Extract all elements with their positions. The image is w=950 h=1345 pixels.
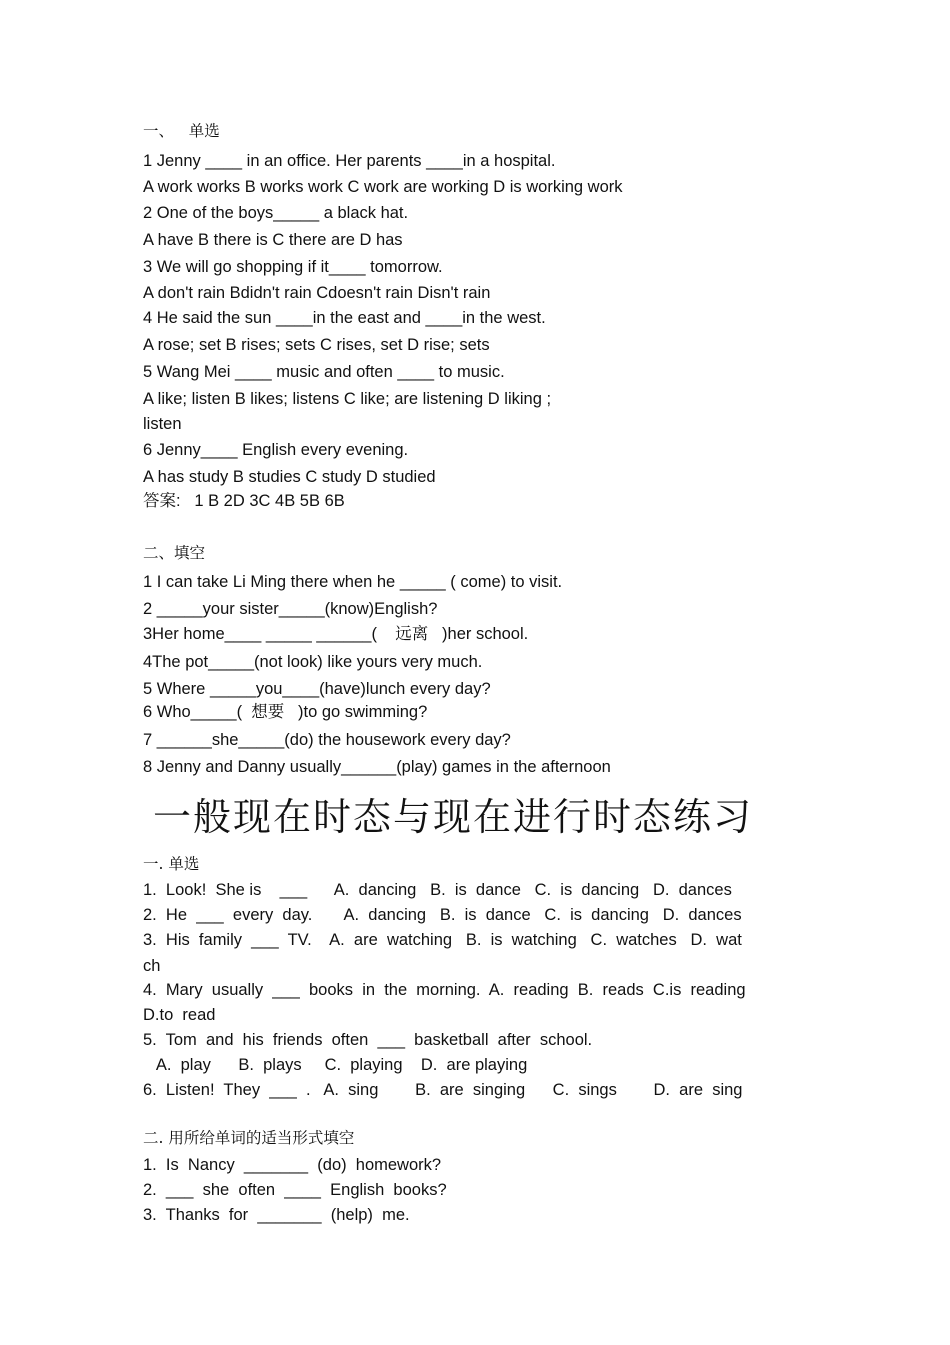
question-line: 2 _____your sister_____(know)English? [143, 600, 438, 618]
section-heading-fill-blank: 二、填空 [143, 544, 206, 562]
question-line: 1. Look! She is ___ A. dancing B. is dance C. is dancing D. dances [143, 881, 732, 899]
question-line: 3 We will go shopping if it____ tomorrow. [143, 258, 443, 276]
section-heading-single-choice-2: 一. 单选 [143, 855, 200, 873]
options-line: A rose; set B rises; sets C rises, set D rise; sets [143, 336, 490, 354]
options-line: A. play B. plays C. playing D. are playing [143, 1056, 528, 1074]
options-line: A don't rain Bdidn't rain Cdoesn't rain Disn't rain [143, 284, 491, 302]
options-line: A like; listen B likes; listens C like; are listening D liking ; [143, 390, 552, 408]
question-line: 1. Is Nancy _______ (do) homework? [143, 1156, 442, 1174]
question-line: 6. Listen! They ___ . A. sing B. are singing C. sings D. are sing [143, 1081, 743, 1099]
question-line: 2. He ___ every day. A. dancing B. is dance C. is dancing D. dances [143, 906, 742, 924]
section-heading-single-choice: 一、 单选 [143, 122, 220, 140]
options-line: A has study B studies C study D studied [143, 468, 436, 486]
question-line: 5. Tom and his friends often ___ basketball after school. [143, 1031, 593, 1049]
question-line: 6 Who_____( 想要 )to go swimming? [143, 703, 428, 721]
question-line: 8 Jenny and Danny usually______(play) games in the afternoon [143, 758, 611, 776]
question-line: 2. ___ she often ____ English books? [143, 1181, 447, 1199]
question-line: 3. His family ___ TV. A. are watching B. is watching C. watches D. wat [143, 931, 742, 949]
question-line: 6 Jenny____ English every evening. [143, 441, 409, 459]
question-line: 4. Mary usually ___ books in the morning. A. reading B. reads C.is reading [143, 981, 746, 999]
question-line: 4 He said the sun ____in the east and ____in the west. [143, 309, 546, 327]
options-line: A have B there is C there are D has [143, 231, 403, 249]
question-line: 2 One of the boys_____ a black hat. [143, 204, 409, 222]
options-line: A work works B works work C work are working D is working work [143, 178, 623, 196]
question-line-continued: ch [143, 957, 161, 975]
question-line: 3Her home____ _____ ______( 远离 )her school. [143, 625, 529, 643]
question-line: 1 Jenny ____ in an office. Her parents ____in a hospital. [143, 152, 556, 170]
answer-key: 答案: 1 B 2D 3C 4B 5B 6B [143, 492, 345, 510]
options-line-continued: listen [143, 415, 182, 433]
section-heading-word-forms: 二. 用所给单词的适当形式填空 [143, 1129, 355, 1147]
question-line: 3. Thanks for _______ (help) me. [143, 1206, 410, 1224]
question-line: 7 ______she_____(do) the housework every day? [143, 731, 511, 749]
question-line: 1 I can take Li Ming there when he _____ ( come) to visit. [143, 573, 563, 591]
page-title: 一般现在时态与现在进行时态练习 [152, 795, 753, 839]
question-line: 4The pot_____(not look) like yours very much. [143, 653, 483, 671]
question-line: 5 Where _____you____(have)lunch every day? [143, 680, 491, 698]
question-line: 5 Wang Mei ____ music and often ____ to music. [143, 363, 505, 381]
question-line-continued: D.to read [143, 1006, 216, 1024]
